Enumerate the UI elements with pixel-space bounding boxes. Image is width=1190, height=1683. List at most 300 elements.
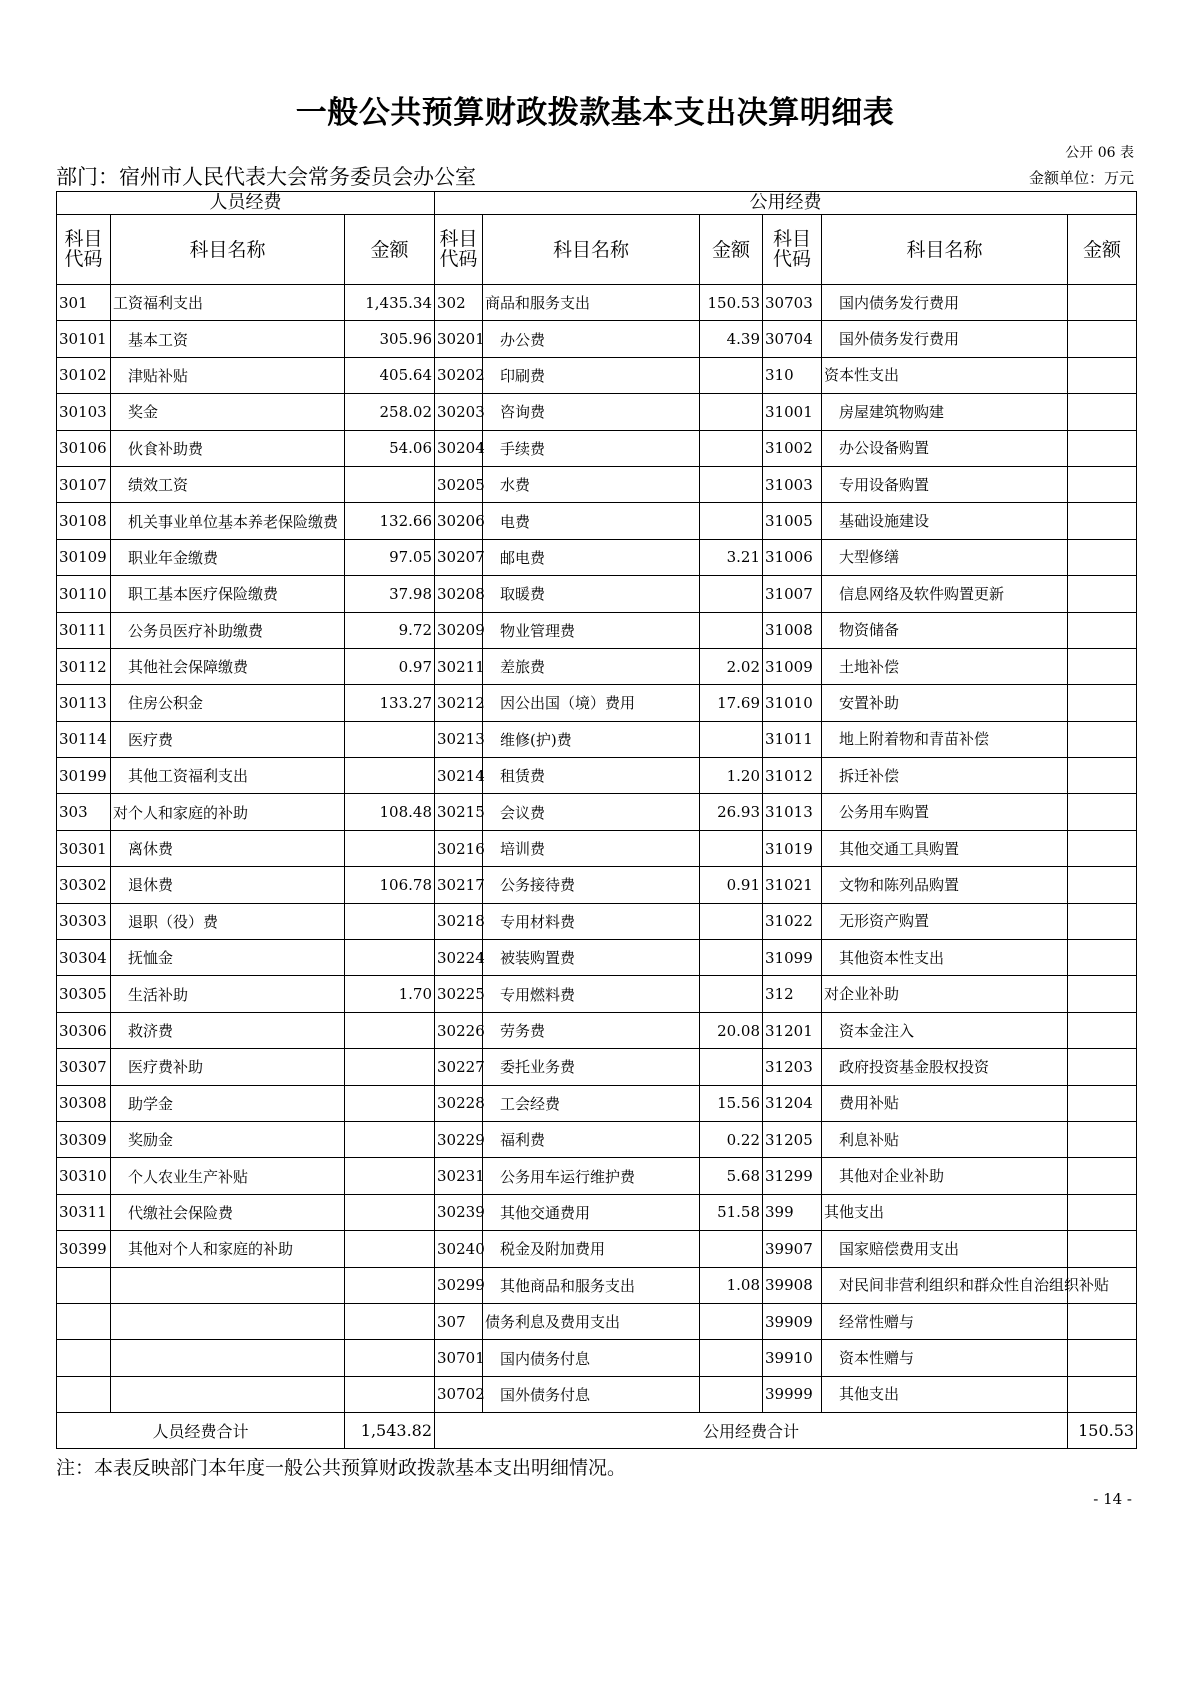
public-a-amount-cell <box>700 1049 763 1085</box>
personnel-name-cell <box>111 1376 345 1412</box>
public-b-code-cell: 30703 <box>763 285 822 321</box>
public-b-code-cell: 39907 <box>763 1231 822 1267</box>
public-b-code-cell: 39908 <box>763 1267 822 1303</box>
personnel-amount-cell: 54.06 <box>345 430 435 466</box>
public-b-name-cell: 其他交通工具购置 <box>822 830 1068 866</box>
public-a-name-cell: 公务用车运行维护费 <box>483 1158 700 1194</box>
personnel-amount-cell <box>345 758 435 794</box>
public-a-name-cell: 其他交通费用 <box>483 1194 700 1230</box>
public-b-name-cell: 公务用车购置 <box>822 794 1068 830</box>
public-b-amount-cell <box>1068 285 1137 321</box>
public-a-amount-cell <box>700 466 763 502</box>
public-b-name-cell: 资本性赠与 <box>822 1340 1068 1376</box>
public-a-code-cell: 30212 <box>435 685 483 721</box>
personnel-amount-cell <box>345 903 435 939</box>
public-a-amount-cell <box>700 503 763 539</box>
page-title: 一般公共预算财政拨款基本支出决算明细表 <box>295 95 895 131</box>
personnel-amount-cell <box>345 830 435 866</box>
public-a-code-cell: 30225 <box>435 976 483 1012</box>
public-a-code-header <box>435 215 483 285</box>
personnel-amount-cell <box>345 1158 435 1194</box>
personnel-amount-cell <box>345 1303 435 1339</box>
personnel-code-cell: 30112 <box>57 648 111 684</box>
table-row <box>57 321 1137 357</box>
personnel-code-cell <box>57 1303 111 1339</box>
public-b-code-cell: 31009 <box>763 648 822 684</box>
personnel-name-cell: 代缴社会保险费 <box>111 1194 345 1230</box>
public-a-code-cell: 30229 <box>435 1121 483 1157</box>
public-b-amount-cell <box>1068 648 1137 684</box>
public-a-code-cell: 30701 <box>435 1340 483 1376</box>
personnel-amount-cell: 108.48 <box>345 794 435 830</box>
public-a-name-cell: 被装购置费 <box>483 940 700 976</box>
public-a-name-header: 科目名称 <box>483 215 700 285</box>
public-a-name-cell: 因公出国（境）费用 <box>483 685 700 721</box>
public-b-amount-cell <box>1068 758 1137 794</box>
public-b-name-cell: 其他对企业补助 <box>822 1158 1068 1194</box>
public-a-code-cell: 30205 <box>435 466 483 502</box>
personnel-amount-cell: 132.66 <box>345 503 435 539</box>
public-b-code-cell: 31012 <box>763 758 822 794</box>
public-a-amount-cell: 15.56 <box>700 1085 763 1121</box>
personnel-code-header <box>57 215 111 285</box>
personnel-expense-header: 人员经费 <box>57 192 435 215</box>
public-a-amount-cell <box>700 357 763 393</box>
public-b-amount-cell <box>1068 1158 1137 1194</box>
public-b-code-cell: 31007 <box>763 576 822 612</box>
public-a-amount-cell <box>700 1303 763 1339</box>
personnel-code-cell: 30102 <box>57 357 111 393</box>
personnel-name-cell: 机关事业单位基本养老保险缴费 <box>111 503 345 539</box>
personnel-amount-cell: 97.05 <box>345 539 435 575</box>
personnel-code-cell: 30199 <box>57 758 111 794</box>
total-row <box>57 1413 1137 1449</box>
public-b-code-header <box>763 215 822 285</box>
personnel-code-cell <box>57 1267 111 1303</box>
public-b-name-cell: 大型修缮 <box>822 539 1068 575</box>
public-b-amount-cell <box>1068 1085 1137 1121</box>
public-b-amount-cell <box>1068 721 1137 757</box>
public-a-name-cell: 专用材料费 <box>483 903 700 939</box>
table-row <box>57 867 1137 903</box>
public-a-amount-header: 金额 <box>700 215 763 285</box>
public-b-amount-cell <box>1068 503 1137 539</box>
public-a-amount-cell <box>700 1231 763 1267</box>
table-row <box>57 394 1137 430</box>
public-b-code-cell: 31013 <box>763 794 822 830</box>
public-b-code-cell: 39910 <box>763 1340 822 1376</box>
group-header-row <box>57 192 1137 215</box>
public-b-amount-cell <box>1068 576 1137 612</box>
public-b-name-header: 科目名称 <box>822 215 1068 285</box>
public-b-name-cell: 国外债务发行费用 <box>822 321 1068 357</box>
public-b-amount-cell <box>1068 1194 1137 1230</box>
public-a-amount-cell <box>700 721 763 757</box>
public-b-name-cell: 资本金注入 <box>822 1012 1068 1048</box>
public-a-code-cell: 30201 <box>435 321 483 357</box>
public-a-name-cell: 劳务费 <box>483 1012 700 1048</box>
public-a-code-cell: 30224 <box>435 940 483 976</box>
public-b-amount-cell <box>1068 466 1137 502</box>
table-row <box>57 1376 1137 1412</box>
public-a-name-cell: 国内债务付息 <box>483 1340 700 1376</box>
table-row <box>57 503 1137 539</box>
public-b-code-cell: 31204 <box>763 1085 822 1121</box>
public-b-amount-cell <box>1068 1121 1137 1157</box>
public-a-code-cell: 30239 <box>435 1194 483 1230</box>
public-b-code-cell: 31002 <box>763 430 822 466</box>
public-b-amount-cell <box>1068 1049 1137 1085</box>
public-a-code-cell: 307 <box>435 1303 483 1339</box>
personnel-amount-cell <box>345 1085 435 1121</box>
public-b-amount-cell <box>1068 612 1137 648</box>
public-a-name-cell: 专用燃料费 <box>483 976 700 1012</box>
public-b-amount-cell <box>1068 685 1137 721</box>
table-row <box>57 648 1137 684</box>
personnel-amount-cell <box>345 1340 435 1376</box>
public-b-amount-cell <box>1068 976 1137 1012</box>
personnel-code-cell <box>57 1340 111 1376</box>
personnel-name-cell: 抚恤金 <box>111 940 345 976</box>
personnel-name-cell: 伙食补助费 <box>111 430 345 466</box>
public-b-name-cell: 无形资产购置 <box>822 903 1068 939</box>
table-row <box>57 285 1137 321</box>
public-b-amount-cell <box>1068 539 1137 575</box>
personnel-name-cell: 奖励金 <box>111 1121 345 1157</box>
personnel-code-cell: 30399 <box>57 1231 111 1267</box>
public-expense-header: 公用经费 <box>435 192 1137 215</box>
personnel-name-header: 科目名称 <box>111 215 345 285</box>
public-b-name-cell: 其他支出 <box>822 1376 1068 1412</box>
personnel-code-cell: 30308 <box>57 1085 111 1121</box>
public-a-name-cell: 取暖费 <box>483 576 700 612</box>
public-a-code-cell: 30215 <box>435 794 483 830</box>
personnel-name-cell: 工资福利支出 <box>111 285 345 321</box>
public-b-code-cell: 31205 <box>763 1121 822 1157</box>
personnel-name-cell: 职工基本医疗保险缴费 <box>111 576 345 612</box>
public-b-name-cell: 政府投资基金股权投资 <box>822 1049 1068 1085</box>
amount-unit-label: 金额单位：万元 <box>1028 169 1134 187</box>
public-b-amount-cell <box>1068 1012 1137 1048</box>
public-a-amount-cell: 20.08 <box>700 1012 763 1048</box>
personnel-name-cell: 职业年金缴费 <box>111 539 345 575</box>
public-b-name-cell: 其他支出 <box>822 1194 1068 1230</box>
public-a-name-cell: 国外债务付息 <box>483 1376 700 1412</box>
public-a-amount-cell <box>700 1376 763 1412</box>
personnel-name-cell: 个人农业生产补贴 <box>111 1158 345 1194</box>
table-row <box>57 357 1137 393</box>
table-row <box>57 940 1137 976</box>
public-a-name-cell: 债务利息及费用支出 <box>483 1303 700 1339</box>
table-row <box>57 721 1137 757</box>
public-b-name-cell: 基础设施建设 <box>822 503 1068 539</box>
table-row <box>57 1194 1137 1230</box>
personnel-name-cell: 基本工资 <box>111 321 345 357</box>
public-a-amount-cell <box>700 940 763 976</box>
public-b-code-cell: 31299 <box>763 1158 822 1194</box>
public-a-name-cell: 手续费 <box>483 430 700 466</box>
personnel-code-cell: 30302 <box>57 867 111 903</box>
public-a-name-cell: 商品和服务支出 <box>483 285 700 321</box>
public-a-amount-cell <box>700 394 763 430</box>
public-b-code-cell: 39909 <box>763 1303 822 1339</box>
public-b-name-cell: 专用设备购置 <box>822 466 1068 502</box>
personnel-amount-cell: 1,435.34 <box>345 285 435 321</box>
personnel-amount-cell: 106.78 <box>345 867 435 903</box>
public-a-amount-cell: 3.21 <box>700 539 763 575</box>
personnel-name-cell: 其他对个人和家庭的补助 <box>111 1231 345 1267</box>
public-b-code-cell: 39999 <box>763 1376 822 1412</box>
personnel-code-cell: 30113 <box>57 685 111 721</box>
public-a-code-header-text: 科目代码 <box>439 227 478 270</box>
public-a-amount-cell <box>700 1340 763 1376</box>
personnel-code-cell: 30311 <box>57 1194 111 1230</box>
table-row <box>57 1085 1137 1121</box>
table-body <box>57 285 1137 1413</box>
personnel-amount-cell <box>345 1121 435 1157</box>
personnel-name-cell: 离休费 <box>111 830 345 866</box>
personnel-name-cell: 其他工资福利支出 <box>111 758 345 794</box>
personnel-code-cell: 30306 <box>57 1012 111 1048</box>
personnel-code-cell: 303 <box>57 794 111 830</box>
public-b-code-cell: 31005 <box>763 503 822 539</box>
personnel-code-cell <box>57 1376 111 1412</box>
personnel-code-cell: 30101 <box>57 321 111 357</box>
public-b-code-cell: 31006 <box>763 539 822 575</box>
personnel-amount-cell: 9.72 <box>345 612 435 648</box>
form-number: 公开 06 表 <box>1065 145 1134 161</box>
public-a-name-cell: 邮电费 <box>483 539 700 575</box>
public-b-name-cell: 拆迁补偿 <box>822 758 1068 794</box>
personnel-code-cell: 30111 <box>57 612 111 648</box>
public-a-amount-cell <box>700 976 763 1012</box>
public-b-code-cell: 31203 <box>763 1049 822 1085</box>
public-b-code-cell: 30704 <box>763 321 822 357</box>
public-b-amount-cell <box>1068 830 1137 866</box>
public-a-name-cell: 税金及附加费用 <box>483 1231 700 1267</box>
public-b-amount-cell <box>1068 430 1137 466</box>
public-a-code-cell: 30208 <box>435 576 483 612</box>
table-row <box>57 976 1137 1012</box>
personnel-name-cell <box>111 1303 345 1339</box>
personnel-name-cell: 医疗费补助 <box>111 1049 345 1085</box>
public-a-amount-cell: 0.91 <box>700 867 763 903</box>
column-header-row <box>57 215 1137 285</box>
public-b-name-cell: 办公设备购置 <box>822 430 1068 466</box>
public-a-name-cell: 差旅费 <box>483 648 700 684</box>
public-a-name-cell: 会议费 <box>483 794 700 830</box>
personnel-code-cell: 30303 <box>57 903 111 939</box>
personnel-code-cell: 30103 <box>57 394 111 430</box>
public-a-amount-cell: 2.02 <box>700 648 763 684</box>
public-a-code-cell: 30702 <box>435 1376 483 1412</box>
personnel-name-cell: 住房公积金 <box>111 685 345 721</box>
personnel-total-label: 人员经费合计 <box>57 1413 345 1449</box>
public-b-amount-cell <box>1068 1376 1137 1412</box>
public-b-name-cell: 其他资本性支出 <box>822 940 1068 976</box>
public-a-amount-cell <box>700 903 763 939</box>
personnel-amount-cell: 133.27 <box>345 685 435 721</box>
public-a-amount-cell: 51.58 <box>700 1194 763 1230</box>
public-a-code-cell: 302 <box>435 285 483 321</box>
personnel-amount-cell <box>345 1376 435 1412</box>
personnel-amount-cell <box>345 721 435 757</box>
public-a-name-cell: 办公费 <box>483 321 700 357</box>
public-a-code-cell: 30204 <box>435 430 483 466</box>
personnel-name-cell: 助学金 <box>111 1085 345 1121</box>
public-a-name-cell: 工会经费 <box>483 1085 700 1121</box>
public-b-amount-cell <box>1068 1340 1137 1376</box>
personnel-amount-cell <box>345 466 435 502</box>
personnel-amount-cell <box>345 1012 435 1048</box>
personnel-amount-cell: 1.70 <box>345 976 435 1012</box>
table-row <box>57 1340 1137 1376</box>
public-b-code-cell: 31011 <box>763 721 822 757</box>
public-b-name-cell: 信息网络及软件购置更新 <box>822 576 1068 612</box>
public-b-code-header-text: 科目代码 <box>773 227 812 270</box>
personnel-name-cell: 奖金 <box>111 394 345 430</box>
department-label: 部门：宿州市人民代表大会常务委员会办公室 <box>56 165 476 189</box>
public-a-name-cell: 印刷费 <box>483 357 700 393</box>
personnel-name-cell <box>111 1267 345 1303</box>
public-b-amount-cell <box>1068 940 1137 976</box>
personnel-code-cell: 30109 <box>57 539 111 575</box>
table-row <box>57 1267 1137 1303</box>
table-row <box>57 1303 1137 1339</box>
public-a-amount-cell <box>700 612 763 648</box>
public-a-amount-cell <box>700 576 763 612</box>
public-a-name-cell: 租赁费 <box>483 758 700 794</box>
public-a-name-cell: 维修(护)费 <box>483 721 700 757</box>
public-a-code-cell: 30226 <box>435 1012 483 1048</box>
public-b-amount-cell <box>1068 1231 1137 1267</box>
table-row <box>57 830 1137 866</box>
personnel-name-cell: 退职（役）费 <box>111 903 345 939</box>
public-b-amount-cell <box>1068 321 1137 357</box>
public-a-code-cell: 30202 <box>435 357 483 393</box>
personnel-code-cell: 30106 <box>57 430 111 466</box>
personnel-amount-cell: 37.98 <box>345 576 435 612</box>
public-total-amount: 150.53 <box>1068 1413 1137 1449</box>
public-b-name-cell: 费用补贴 <box>822 1085 1068 1121</box>
personnel-code-cell: 30108 <box>57 503 111 539</box>
public-a-amount-cell: 26.93 <box>700 794 763 830</box>
public-b-code-cell: 31201 <box>763 1012 822 1048</box>
personnel-code-cell: 30309 <box>57 1121 111 1157</box>
table-row <box>57 1231 1137 1267</box>
public-a-code-cell: 30231 <box>435 1158 483 1194</box>
public-b-name-cell: 国内债务发行费用 <box>822 285 1068 321</box>
public-a-name-cell: 电费 <box>483 503 700 539</box>
public-b-code-cell: 31008 <box>763 612 822 648</box>
public-b-name-cell: 文物和陈列品购置 <box>822 867 1068 903</box>
table-row <box>57 430 1137 466</box>
public-b-code-cell: 31001 <box>763 394 822 430</box>
public-a-code-cell: 30206 <box>435 503 483 539</box>
public-b-name-cell: 资本性支出 <box>822 357 1068 393</box>
public-a-name-cell: 水费 <box>483 466 700 502</box>
public-b-amount-header: 金额 <box>1068 215 1137 285</box>
public-b-amount-cell <box>1068 1303 1137 1339</box>
personnel-code-cell: 30307 <box>57 1049 111 1085</box>
table-row <box>57 539 1137 575</box>
public-a-name-cell: 公务接待费 <box>483 867 700 903</box>
personnel-amount-cell: 305.96 <box>345 321 435 357</box>
table-row <box>57 612 1137 648</box>
personnel-amount-cell: 258.02 <box>345 394 435 430</box>
public-b-code-cell: 31022 <box>763 903 822 939</box>
personnel-amount-cell <box>345 940 435 976</box>
public-a-amount-cell: 0.22 <box>700 1121 763 1157</box>
public-a-name-cell: 其他商品和服务支出 <box>483 1267 700 1303</box>
public-b-name-cell: 对民间非营利组织和群众性自治组织补贴 <box>822 1267 1068 1303</box>
public-b-code-cell: 312 <box>763 976 822 1012</box>
personnel-name-cell: 津贴补贴 <box>111 357 345 393</box>
personnel-code-cell: 30110 <box>57 576 111 612</box>
public-b-amount-cell <box>1068 394 1137 430</box>
personnel-name-cell: 对个人和家庭的补助 <box>111 794 345 830</box>
table-row <box>57 1121 1137 1157</box>
personnel-amount-cell <box>345 1267 435 1303</box>
public-a-name-cell: 培训费 <box>483 830 700 866</box>
public-total-label: 公用经费合计 <box>435 1413 1068 1449</box>
public-a-code-cell: 30218 <box>435 903 483 939</box>
table-row <box>57 794 1137 830</box>
public-b-amount-cell <box>1068 903 1137 939</box>
personnel-name-cell: 救济费 <box>111 1012 345 1048</box>
personnel-code-cell: 30301 <box>57 830 111 866</box>
personnel-code-cell: 30304 <box>57 940 111 976</box>
table-row <box>57 1049 1137 1085</box>
personnel-name-cell <box>111 1340 345 1376</box>
public-a-name-cell: 物业管理费 <box>483 612 700 648</box>
expenditure-detail-table <box>56 191 1137 1449</box>
public-a-name-cell: 福利费 <box>483 1121 700 1157</box>
public-b-name-cell: 国家赔偿费用支出 <box>822 1231 1068 1267</box>
public-a-amount-cell: 1.08 <box>700 1267 763 1303</box>
public-a-amount-cell: 1.20 <box>700 758 763 794</box>
public-a-code-cell: 30228 <box>435 1085 483 1121</box>
public-b-name-cell: 土地补偿 <box>822 648 1068 684</box>
personnel-amount-cell <box>345 1231 435 1267</box>
public-a-code-cell: 30216 <box>435 830 483 866</box>
public-a-code-cell: 30213 <box>435 721 483 757</box>
public-b-name-cell: 物资储备 <box>822 612 1068 648</box>
personnel-name-cell: 其他社会保障缴费 <box>111 648 345 684</box>
personnel-code-cell: 30310 <box>57 1158 111 1194</box>
public-b-name-cell: 地上附着物和青苗补偿 <box>822 721 1068 757</box>
table-row <box>57 903 1137 939</box>
footnote: 注：本表反映部门本年度一般公共预算财政拨款基本支出明细情况。 <box>56 1457 627 1479</box>
table-row <box>57 576 1137 612</box>
public-b-code-cell: 31099 <box>763 940 822 976</box>
personnel-name-cell: 公务员医疗补助缴费 <box>111 612 345 648</box>
public-a-amount-cell <box>700 830 763 866</box>
table-row <box>57 1158 1137 1194</box>
personnel-name-cell: 绩效工资 <box>111 466 345 502</box>
public-a-code-cell: 30211 <box>435 648 483 684</box>
public-b-code-cell: 31021 <box>763 867 822 903</box>
public-b-name-cell: 安置补助 <box>822 685 1068 721</box>
personnel-amount-cell <box>345 1049 435 1085</box>
table-row <box>57 758 1137 794</box>
public-b-code-cell: 399 <box>763 1194 822 1230</box>
public-b-amount-cell <box>1068 794 1137 830</box>
table-row <box>57 466 1137 502</box>
public-b-amount-cell <box>1068 867 1137 903</box>
public-a-code-cell: 30214 <box>435 758 483 794</box>
table-row <box>57 685 1137 721</box>
